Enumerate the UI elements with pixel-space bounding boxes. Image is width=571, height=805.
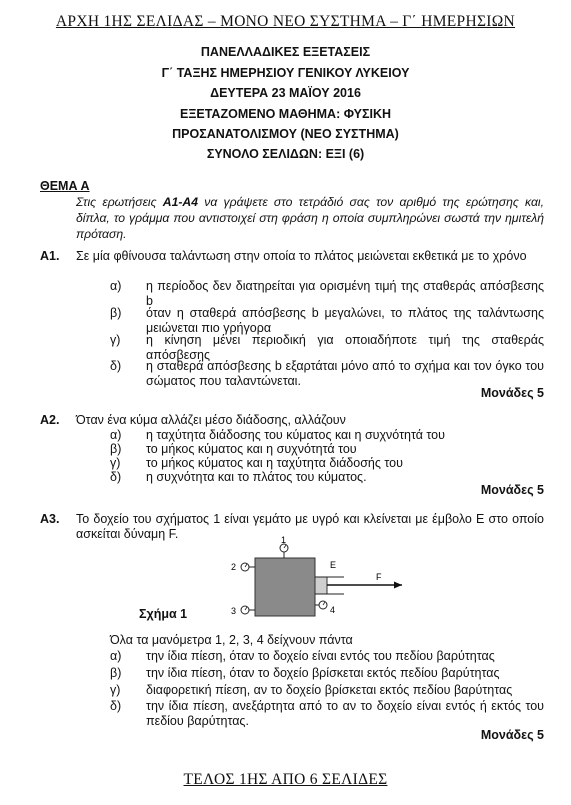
question-text: Όταν ένα κύμα αλλάζει μέσο διάδοσης, αλλάζουν [76,413,346,427]
option-letter: α) [110,279,122,293]
gauge-label-4: 4 [330,605,336,615]
exam-title-line1: ΠΑΝΕΛΛΑΔΙΚΕΣ ΕΞΕΤΑΣΕΙΣ [200,45,371,59]
option-text: την ίδια πίεση, όταν το δοχείο βρίσκεται εκτός πεδίου βαρύτητας [146,666,500,680]
exam-title-line3: ΔΕΥΤΕΡΑ 23 ΜΑΪΟΥ 2016 [210,86,361,100]
force-arrowhead [394,582,402,589]
marks-label: Μονάδες 5 [480,483,544,497]
option-letter: β) [110,442,122,456]
option-letter: β) [110,666,122,680]
piston [315,577,327,594]
gauge-4 [315,601,327,609]
gauge-1 [280,544,288,558]
option-letter: δ) [110,359,122,373]
exam-title-line2: Γ΄ ΤΑΞΗΣ ΗΜΕΡΗΣΙΟΥ ΓΕΝΙΚΟΥ ΛΥΚΕΙΟΥ [161,66,410,80]
gauge-label-1: 1 [281,535,287,545]
page-footer: ΤΕΛΟΣ 1ΗΣ ΑΠΟ 6 ΣΕΛΙΔΕΣ [183,771,388,788]
option-letter: γ) [110,333,121,347]
question-text: Σε μία φθίνουσα ταλάντωση στην οποία το πλάτος μειώνεται εκθετικά με το χρόνο [76,249,527,263]
option-text: το μήκος κύματος και η ταχύτητα διάδοσής του [146,456,403,470]
option-letter: δ) [110,470,122,484]
gauge-2 [241,563,255,571]
option-text: η συχνότητα και το πλάτος του κύματος. [146,470,367,484]
option-letter: α) [110,649,122,663]
marks-label: Μονάδες 5 [480,728,544,742]
option-letter: β) [110,306,122,320]
exam-title-line4: ΕΞΕΤΑΖΟΜΕΝΟ ΜΑΘΗΜΑ: ΦΥΣΙΚΗ [180,107,391,121]
option-text: όταν η σταθερά απόσβεσης b μεγαλώνει, το πλάτος της ταλάντωσης μειώνεται πιο γρήγορα [146,306,544,335]
option-text: η περίοδος δεν διατηρείται για ορισμένη τιμή της σταθεράς απόσβεσης b [146,279,544,308]
option-text: η ταχύτητα διάδοσης του κύματος και η συχνότητά του [146,428,445,442]
question-stem: Όλα τα μανόμετρα 1, 2, 3, 4 δείχνουν πάντα [110,633,353,647]
option-text: την ίδια πίεση, όταν το δοχείο είναι εντός του πεδίου βαρύτητας [146,649,495,663]
question-number: Α1. [40,249,60,263]
question-text: Το δοχείο του σχήματος 1 είναι γεμάτο με υγρό και κλείνεται με έμβολο Ε στο οποίο ασκείται δύναμη F. [76,512,544,541]
section-instructions: Στις ερωτήσεις Α1-Α4 να γράψετε στο τετράδιό σας τον αριθμό της ερώτησης και, δίπλα, το γράμμα που αντιστοιχεί στη φράση η οποία συμπληρώνει σωστά την ημιτελή πρόταση. [76,195,545,241]
option-letter: γ) [110,683,121,697]
gauge-label-3: 3 [231,606,237,616]
option-text: την ίδια πίεση, ανεξάρτητα από το αν το δοχείο είναι εντός ή εκτός του πεδίου βαρύτητας. [146,699,544,728]
option-text: η σταθερά απόσβεσης b εξαρτάται μόνο από το σχήμα και τον όγκο του σώματος που ταλαντώνεται. [146,359,544,388]
option-text: το μήκος κύματος και η συχνότητά του [146,442,357,456]
exam-title-line5: ΠΡΟΣΑΝΑΤΟΛΙΣΜΟΥ (ΝΕΟ ΣΥΣΤΗΜΑ) [172,127,399,141]
figure-caption: Σχήμα 1 [139,607,188,621]
question-number: Α2. [40,413,60,427]
question-number: Α3. [40,512,60,526]
container-figure [220,535,410,620]
page-header: ΑΡΧΗ 1ΗΣ ΣΕΛΙΔΑΣ – ΜΟΝΟ ΝΕΟ ΣΥΣΤΗΜΑ – Γ΄ ΗΜΕΡΗΣΙΩΝ [55,13,516,30]
force-label: F [376,572,382,582]
marks-label: Μονάδες 5 [480,386,544,400]
option-text: η κίνηση μένει περιοδική για οποιαδήποτε τιμή της σταθεράς απόσβεσης [146,333,544,362]
exam-title-line6: ΣΥΝΟΛΟ ΣΕΛΙΔΩΝ: ΕΞΙ (6) [206,147,365,161]
option-text: διαφορετική πίεση, αν το δοχείο βρίσκεται εκτός πεδίου βαρύτητας [146,683,513,697]
option-letter: α) [110,428,122,442]
option-letter: δ) [110,699,122,713]
piston-label: E [330,560,337,570]
gauge-3 [241,606,255,614]
section-title: ΘΕΜΑ Α [40,179,90,193]
option-letter: γ) [110,456,121,470]
gauge-label-2: 2 [231,562,237,572]
liquid-container [255,558,315,616]
